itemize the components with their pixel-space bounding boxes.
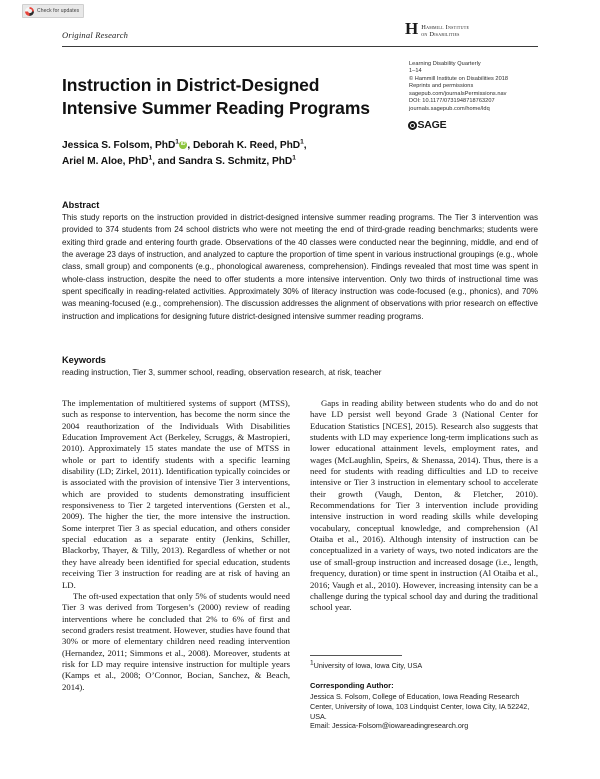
author-folsom: Jessica S. Folsom, PhD [62,140,176,151]
page-title: Instruction in District-Designed Intensive Summer Reading Programs [62,74,370,118]
hammill-line-2: on Disabilities [421,31,460,39]
check-for-updates-label: Check for updates [37,8,80,14]
body-column-left [62,398,290,693]
journal-name: Learning Disability Quarterly [409,61,481,67]
author-line-1-comma: , [303,140,307,151]
crossmark-icon [25,7,34,16]
author-folsom-affil-marker: 1 [175,138,179,146]
hammill-monogram: H [405,19,419,38]
abstract-text: This study reports on the instruction provided in district-designed intensive summer reading programs. The Tier 3 intervention was provided to 374 students from 24 school districts who were not meeting the end of third-grade reading benchmarks; students were exiting third grade and entering fourth grade. Observations of the 40 classes were conducted near the beginning, middle, and end of the average 23 days of instruction, and analyzed to capture the proportion of time spent in various instructional groupings (e.g., whole class, small group) and components (e.g., phonological awareness, comprehension). Findings revealed that most time was spent in whole-class instruction, despite the need to offer students a more intensive intervention. Only two thirds of instructional time was spent specifically in reading-related activities. Approximately 30% of literacy instruction was code-focused (e.g., phonics), and 70% was meaning-focused (e.g., comprehension). The discussion addresses the alignment of observations with prior research on effective instruction and implications for designing future district-designed intensive summer reading programs. [62,213,538,321]
keywords-section [62,355,538,379]
author-schmitz-affil-marker: 1 [292,154,296,162]
orcid-icon[interactable] [179,141,187,149]
journal-doi[interactable]: DOI: 10.1177/0731948718763207 [409,98,495,105]
author-line-2 [62,154,402,170]
affiliation-text: University of Iowa, Iowa City, USA [313,661,423,670]
body-column-right [310,398,538,614]
hammill-line-1: Hammill Institute [421,24,470,31]
body-paragraph: Gaps in reading ability between students who do and do not have LD persist well beyond Grade 3 (National Center for Education Statistics [NCES], 2015). Research also suggests that students with LD may experience long-term implications such as lower educational attainment levels, employment rates, and wages (McLaughlin, Speirs, & Shenassa, 2014). Thus, there is a need for students with reading difficulties and LD to receive intensive or Tier 3 instruction in elementary school to accelerate their growth (Vaugh, Denton, & Fletcher, 2010). Recommendations for Tier 3 intervention include providing intensive instruction in word reading skills while developing vocabulary, conceptual knowledge, and comprehension (Al Otaiba et al., 2016). Although intensity of instruction can be conceptualized in a variety of ways, two noted indicators are the use of small-group instruction and increased dosage (i.e., length, frequency, duration) or time spent in instruction (Al Otaiba et al., 2016; Vaugh et al., 2010). However, increasing intensity can be a challenge during the typical school day and during the traditional school year. [310,398,538,613]
affiliation-note [310,661,538,671]
body-paragraph: The oft-used expectation that only 5% of students would need Tier 3 was derived from Torgesen’s (2000) review of reading interventions where he concluded that 2% to 6% of first and second graders resist treatment. However, studies have found that 30% or more of elementary children need reading intervention (Hernandez, 2011; Simmons et al., 2008). Moreover, students at risk for LD may require intensive instruction for multiple years (Kamps et al., 2008; O’Connor, Bocian, Sanchez, & Beach, 2014). [62,590,290,692]
keywords-text: reading instruction, Tier 3, summer school, reading, observation research, at risk, teacher [62,368,382,377]
author-line-1 [62,138,402,154]
check-for-updates-badge[interactable] [22,4,84,18]
author-aloe: Ariel M. Aloe, PhD [62,155,149,167]
corresponding-author-heading: Corresponding Author: [310,681,394,690]
affiliation-marker: 1 [310,659,314,667]
author-list [62,138,402,169]
journal-reprints: Reprints and permissions [409,83,474,90]
keywords-heading: Keywords [62,355,106,365]
corresponding-author-email[interactable]: Email: Jessica-Folsom@iowareadingresearch.org [310,721,469,731]
journal-home-link[interactable]: journals.sagepub.com/home/ldq [409,105,490,112]
running-head: Original Research [62,30,129,40]
author-aloe-affil-marker: 1 [148,154,153,162]
abstract-section [62,200,538,323]
journal-permissions-link[interactable]: sagepub.com/journalsPermissions.nav [409,90,507,97]
hammill-institute-logo [405,19,470,39]
hammill-wordmark [421,24,469,39]
body-paragraph: The implementation of multitiered systems of support (MTSS), such as response to intervention, has become the norm since the 2004 reauthorization of the Individuals With Disabilities Education Improvement Act (Berkeley, Scruggs, & Mastropieri, 2010). Approximately 15 states mandate the use of MTSS in whole or part to identify students with a specific learning disability (LD; Zirkel, 2011). Identification typically coincides or is associated with the provision of intensive Tier 3 interventions, which are provided to students demonstrating insufficient responsiveness to Tier 2 targeted interventions (Gersten et al., 2009). The higher the tier, the more intensive the instruction. Some interpret Tier 3 as special education, and others consider special education as a separate entity (Jenkins, Schiller, Blackorby, Thayer, & Tilly, 2013). Regardless of whether or not they have already been identified for special education, students receiving Tier 3 instruction for reading are at risk of having an LD. [62,398,290,590]
author-reed-affil-marker: 1 [300,138,304,146]
author-reed: , Deborah K. Reed, PhD [187,140,301,151]
journal-metadata [409,61,539,113]
abstract-heading: Abstract [62,200,100,210]
corresponding-author-details [310,692,542,731]
journal-copyright: © Hammill Institute on Disabilities 2018 [409,75,509,82]
journal-pages: 1–14 [409,68,422,75]
corresponding-author-address: Jessica S. Folsom, College of Education, Iowa Reading Research Center, University of Iowa, 103 Lindquist Center, Iowa City, IA 52242, USA. [310,692,530,721]
footnote-divider [310,655,402,656]
sage-logo [408,119,446,131]
sage-wordmark: SAGE [417,119,447,131]
sage-mark-icon [408,121,417,130]
header-divider [62,46,538,47]
author-schmitz: , and Sandra S. Schmitz, PhD [152,155,293,167]
